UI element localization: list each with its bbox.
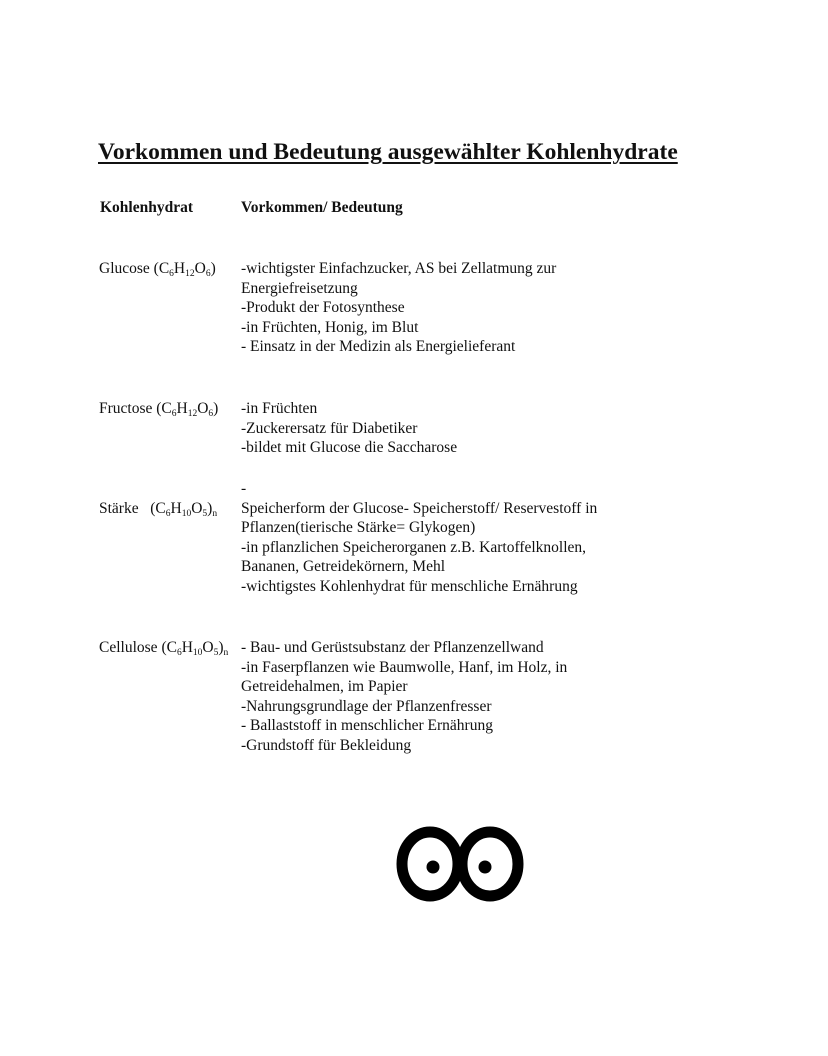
row-label-cellulose <box>99 638 228 658</box>
description-line: -bildet mit Glucose die Saccharose <box>241 439 458 457</box>
row-label-glucose <box>99 259 216 279</box>
carbohydrate-name: Glucose <box>99 260 150 277</box>
description-line: - Bau- und Gerüstsubstanz der Pflanzenzellwand <box>241 639 544 656</box>
page-title: Vorkommen und Bedeutung ausgewählter Kohlenhydrate <box>98 139 678 165</box>
row-label-staerke <box>99 499 217 519</box>
googly-eyes-icon <box>396 826 524 902</box>
description-line: Bananen, Getreidekörnern, Mehl <box>241 558 446 576</box>
chemical-formula: $(C_6H_{12}O_6)$ <box>156 400 219 419</box>
column-header-vorkommen: Vorkommen/ Bedeutung <box>241 199 403 216</box>
description-line: Getreidehalmen, im Papier <box>241 678 408 696</box>
row-label-fructose <box>99 399 218 419</box>
column-header-kohlenhydrat: Kohlenhydrat <box>100 199 194 216</box>
carbohydrate-name: Cellulose <box>99 639 158 656</box>
description-line: -wichtigstes Kohlenhydrat für menschliche Ernährung <box>241 577 578 595</box>
carbohydrate-name: Fructose <box>99 400 153 417</box>
description-line: - Einsatz in der Medizin als Energielieferant <box>241 338 516 356</box>
description-line: -in pflanzlichen Speicherorganen z.B. Kartoffelknollen, <box>241 538 587 556</box>
row-description-glucose <box>241 259 556 357</box>
carbohydrate-name: Stärke <box>99 500 139 517</box>
description-line: -in Früchten, Honig, im Blut <box>241 318 419 336</box>
description-line: Energiefreisetzung <box>241 279 358 297</box>
description-line: -Nahrungsgrundlage der Pflanzenfresser <box>241 697 492 715</box>
description-line: -wichtigster Einfachzucker, AS bei Zellatmung zur <box>241 260 557 277</box>
chemical-formula: $(C_6H_{10}O_5)_n$ <box>161 639 229 658</box>
chemical-formula: $(C_6H_{10}O_5)_n$ <box>150 500 218 519</box>
row-description-fructose <box>241 399 457 458</box>
row-description-staerke <box>241 479 597 597</box>
description-line: -in Faserpflanzen wie Baumwolle, Hanf, im Holz, in <box>241 658 568 676</box>
description-line: Pflanzen(tierische Stärke= Glykogen) <box>241 519 476 537</box>
description-line: Speicherform der Glucose- Speicherstoff/ Reservestoff in <box>241 499 598 517</box>
chemical-formula: $(C_6H_{12}O_6)$ <box>153 260 216 279</box>
description-line: -Zuckerersatz für Diabetiker <box>241 419 418 437</box>
row-description-cellulose <box>241 638 567 756</box>
description-line: -Produkt der Fotosynthese <box>241 299 405 317</box>
description-line: - <box>241 480 247 497</box>
description-line: -in Früchten <box>241 400 318 417</box>
description-line: - Ballaststoff in menschlicher Ernährung <box>241 717 493 735</box>
description-line: -Grundstoff für Bekleidung <box>241 736 412 754</box>
